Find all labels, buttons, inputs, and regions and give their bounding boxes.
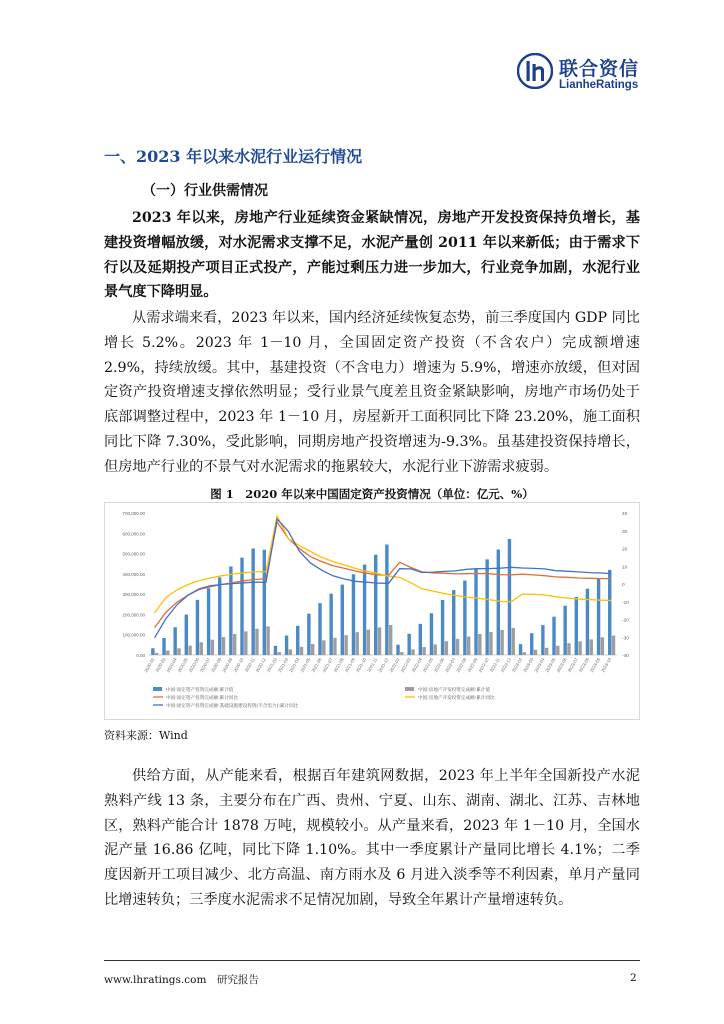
x-tick-label: 2021-10	[354, 657, 368, 674]
x-tick-label: 2023-04	[533, 657, 546, 674]
y-left-tick-label: 600,000.00	[122, 531, 145, 537]
subsection-title: （一）行业供需情况	[142, 183, 268, 199]
bar-realestate	[456, 639, 459, 655]
bar-fai	[185, 615, 188, 655]
x-tick-label: 2023-08	[577, 656, 590, 674]
bar-fai	[374, 555, 377, 655]
x-tick-label: 2023-09	[588, 657, 602, 674]
x-tick-label: 2022-11	[488, 657, 501, 673]
legend-label: 中国:房地产开发投资完成额:累计值	[418, 688, 491, 693]
bar-realestate	[478, 634, 481, 655]
bar-fai	[274, 646, 277, 655]
brand-logo	[517, 53, 647, 97]
y-left-tick-label: 700,000.00	[122, 511, 145, 516]
bar-fai	[218, 577, 221, 655]
bar-realestate	[411, 649, 414, 655]
x-tick-label: 2023-06	[555, 657, 568, 674]
y-left-tick-label: 500,000.00	[122, 551, 145, 557]
y-right-tick-label: 10	[622, 565, 628, 571]
x-tick-label: 2023-05	[544, 656, 557, 674]
bar-realestate	[211, 640, 214, 655]
x-tick-label: 2020-10	[232, 656, 245, 674]
bar-fai	[251, 548, 254, 655]
bar-fai	[508, 539, 511, 655]
bar-realestate	[289, 649, 292, 655]
bar-realestate	[445, 641, 448, 655]
x-tick-label: 2020-03	[154, 656, 167, 674]
bar-realestate	[278, 652, 281, 655]
x-tick-label: 2021-12	[377, 657, 390, 674]
bar-fai	[407, 634, 410, 655]
bar-realestate	[378, 627, 381, 655]
bar-realestate	[356, 632, 359, 655]
bar-fai	[452, 590, 455, 655]
bar-realestate	[166, 651, 169, 655]
x-tick-label: 2021-04	[288, 656, 301, 674]
bar-realestate	[434, 644, 437, 655]
bar-fai	[162, 638, 165, 655]
y-left-tick-label: 400,000.00	[122, 571, 145, 577]
supply-paragraph: 供给方面，从产能来看，根据百年建筑网数据，2023 年上半年全国新投产水泥熟料产线 13 条，主要分布在广西、贵州、宁夏、山东、湖南、湖北、江苏、吉林地区，熟料产能合计 1878 万吨，规模较小。从产量来看，2023 年 1－10 月，全国水泥产量 16.86 亿吨，同比下降 1.10%。其中一季度累计产量同比增长 4.1%；二季度因新开工项目减少、北方高温、南方雨水及 6 月进入淡季等不利因素，单月产量同比增速转负；三季度水泥需求不足情况加剧，导致全年累计产量增速转负。	[104, 768, 640, 908]
chart-svg	[105, 503, 639, 719]
y-left-tick-label: 300,000.00	[122, 592, 145, 598]
bar-realestate	[422, 647, 425, 655]
y-left-tick-label: 200,000.00	[122, 612, 145, 618]
bar-realestate	[578, 641, 581, 655]
y-right-tick-label: -20	[622, 618, 629, 624]
legend-swatch	[405, 687, 414, 691]
y-right-tick-label: -30	[622, 636, 629, 642]
x-tick-label: 2020-08	[210, 656, 223, 674]
summary-paragraph: 2023 年以来，房地产行业延续资金紧缺情况，房地产开发投资保持负增长，基建投资增幅放缓，对水泥需求支撑不足，水泥产量创 2011 年以来新低；由于需求下行以及延期投产项目正式投产，产能过剩压力进一步加大，行业竞争加剧，水泥行业景气度下降明显。	[104, 210, 640, 301]
bar-realestate	[222, 637, 225, 655]
bar-realestate	[590, 639, 593, 655]
y-left-tick-label: 100,000.00	[122, 632, 145, 638]
x-tick-label: 2022-03	[399, 657, 412, 674]
bar-fai	[151, 648, 154, 655]
y-right-tick-label: 30	[622, 529, 628, 535]
bar-fai	[474, 570, 477, 655]
x-tick-label: 2020-07	[198, 657, 212, 674]
line-series-3	[155, 519, 612, 638]
figure-title: 图 1 2020 年以来中国固定资产投资情况（单位：亿元、%）	[210, 487, 534, 501]
x-tick-label: 2022-12	[499, 656, 512, 674]
y-left-tick-label: 0.00	[136, 653, 145, 658]
bar-fai	[586, 589, 589, 655]
x-tick-label: 2021-06	[310, 656, 323, 674]
bar-fai	[419, 624, 422, 655]
x-tick-label: 2021-05	[299, 657, 312, 674]
bar-realestate	[200, 642, 203, 655]
y-right-tick-label: 40	[622, 512, 628, 517]
x-tick-label: 2022-06	[432, 657, 446, 674]
bar-realestate	[300, 647, 303, 655]
investment-chart	[104, 502, 640, 720]
footer-site: www.lhratings.com 研究报告	[104, 974, 259, 986]
bar-realestate	[244, 631, 247, 655]
bar-fai	[263, 550, 266, 655]
bar-fai	[296, 626, 299, 655]
bar-fai	[229, 566, 232, 655]
x-tick-label: 2022-02	[388, 656, 401, 674]
x-tick-label: 2022-08	[455, 657, 468, 674]
bar-realestate	[512, 628, 515, 655]
x-tick-label: 2022-05	[421, 656, 434, 674]
x-tick-label: 2020-02	[143, 657, 156, 674]
bar-realestate	[389, 625, 392, 655]
y-right-tick-label: -40	[622, 654, 629, 659]
bar-fai	[530, 633, 533, 655]
bar-fai	[363, 565, 366, 655]
x-tick-label: 2022-09	[466, 656, 479, 674]
bar-realestate	[322, 640, 325, 655]
brand-name-cn: 联合资信	[559, 58, 640, 80]
bar-fai	[463, 581, 466, 655]
bar-fai	[307, 614, 310, 655]
bar-realestate	[523, 652, 526, 655]
bar-realestate	[489, 632, 492, 655]
bar-realestate	[367, 630, 370, 655]
bar-fai	[385, 545, 388, 655]
bar-fai	[608, 570, 611, 655]
bar-realestate	[500, 630, 503, 655]
bar-realestate	[155, 653, 158, 655]
legend-label: 中国:固定资产投资完成额:基础设施建设投资(不含电力):累计同比	[166, 704, 299, 709]
bar-fai	[396, 645, 399, 655]
bar-fai	[352, 574, 355, 655]
bar-realestate	[311, 644, 314, 655]
bar-realestate	[601, 637, 604, 655]
page-number: 2	[630, 972, 637, 984]
bar-fai	[597, 579, 600, 655]
section-title: 一、2023 年以来水泥行业运行情况	[104, 147, 363, 166]
x-tick-label: 2020-11	[243, 657, 256, 673]
y-right-tick-label: 0	[622, 583, 625, 588]
legend-label: 中国:固定资产投资完成额:累计值	[166, 688, 234, 693]
bar-fai	[430, 613, 433, 655]
x-tick-label: 2020-04	[165, 657, 178, 674]
x-tick-label: 2021-09	[343, 656, 356, 674]
x-tick-label: 2021-08	[332, 657, 345, 674]
x-tick-label: 2020-09	[221, 657, 234, 674]
demand-paragraph: 从需求端来看，2023 年以来，国内经济延续恢复态势，前三季度国内 GDP 同比增长 5.2%。2023 年 1－10 月，全国固定资产投资（不含农户）完成额增速 2.9%，持续放缓。其中，基建投资（不含电力）增速为 5.9%，增速亦放缓，但对固定资产投资增速支撑依然明显；受行业景气度差且资金紧缺影响，房地产市场仍处于底部调整过程中，2023 年 1－10 月，房屋新开工面积同比下降 23.20%，施工面积同比下降 7.30%，受此影响，同期房地产投资增速为-9.3%。虽基建投资保持增长，但房地产行业的不景气对水泥需求的拖累较大，水泥行业下游需求疲弱。	[104, 310, 640, 475]
y-right-tick-label: 20	[622, 547, 628, 553]
figure-source: 资料来源：Wind	[104, 729, 188, 742]
legend-swatch	[153, 687, 162, 691]
line-series-2	[155, 516, 612, 613]
bar-fai	[196, 600, 199, 655]
x-tick-label: 2022-04	[410, 657, 423, 674]
bar-realestate	[344, 635, 347, 655]
footer-divider	[104, 960, 640, 961]
x-tick-label: 2023-03	[522, 656, 535, 674]
bar-fai	[563, 606, 566, 655]
x-tick-label: 2022-10	[477, 657, 490, 674]
bar-fai	[329, 594, 332, 655]
bar-realestate	[400, 652, 403, 655]
bar-fai	[541, 625, 544, 655]
bar-fai	[497, 550, 500, 655]
lianhe-logo-icon	[517, 53, 553, 89]
brand-name-en: LianheRatings	[559, 79, 639, 91]
bar-fai	[519, 644, 522, 655]
bar-realestate	[188, 646, 191, 655]
x-tick-label: 2022-07	[444, 656, 457, 674]
bar-realestate	[567, 643, 570, 655]
x-tick-label: 2023-02	[510, 657, 524, 674]
bar-fai	[207, 588, 210, 655]
bar-realestate	[556, 646, 559, 655]
x-tick-label: 2021-11	[366, 656, 379, 673]
bar-realestate	[534, 650, 537, 655]
bar-realestate	[545, 648, 548, 655]
x-tick-label: 2020-05	[176, 657, 189, 674]
bar-realestate	[255, 629, 258, 655]
x-tick-label: 2020-06	[187, 656, 200, 674]
legend-label: 中国:房地产开发投资完成额:累计同比	[418, 696, 495, 701]
bar-fai	[575, 597, 578, 655]
bar-realestate	[467, 637, 470, 655]
x-tick-label: 2023-10	[600, 656, 613, 674]
bar-fai	[318, 603, 321, 655]
bar-fai	[552, 617, 555, 655]
x-tick-label: 2023-07	[566, 657, 579, 674]
bar-fai	[341, 585, 344, 655]
bar-realestate	[266, 626, 269, 655]
x-tick-label: 2021-03	[276, 657, 290, 674]
bar-realestate	[177, 648, 180, 655]
bar-fai	[285, 636, 288, 655]
y-right-tick-label: -10	[622, 600, 629, 606]
x-tick-label: 2021-07	[321, 657, 334, 674]
legend-label: 中国:固定资产投资完成额:累计同比	[166, 696, 239, 701]
bar-realestate	[233, 634, 236, 655]
x-tick-label: 2020-12	[254, 657, 267, 674]
bar-realestate	[333, 638, 336, 655]
x-tick-label: 2021-02	[265, 656, 278, 674]
bar-fai	[173, 627, 176, 655]
bar-fai	[441, 600, 444, 655]
bar-realestate	[612, 636, 615, 655]
